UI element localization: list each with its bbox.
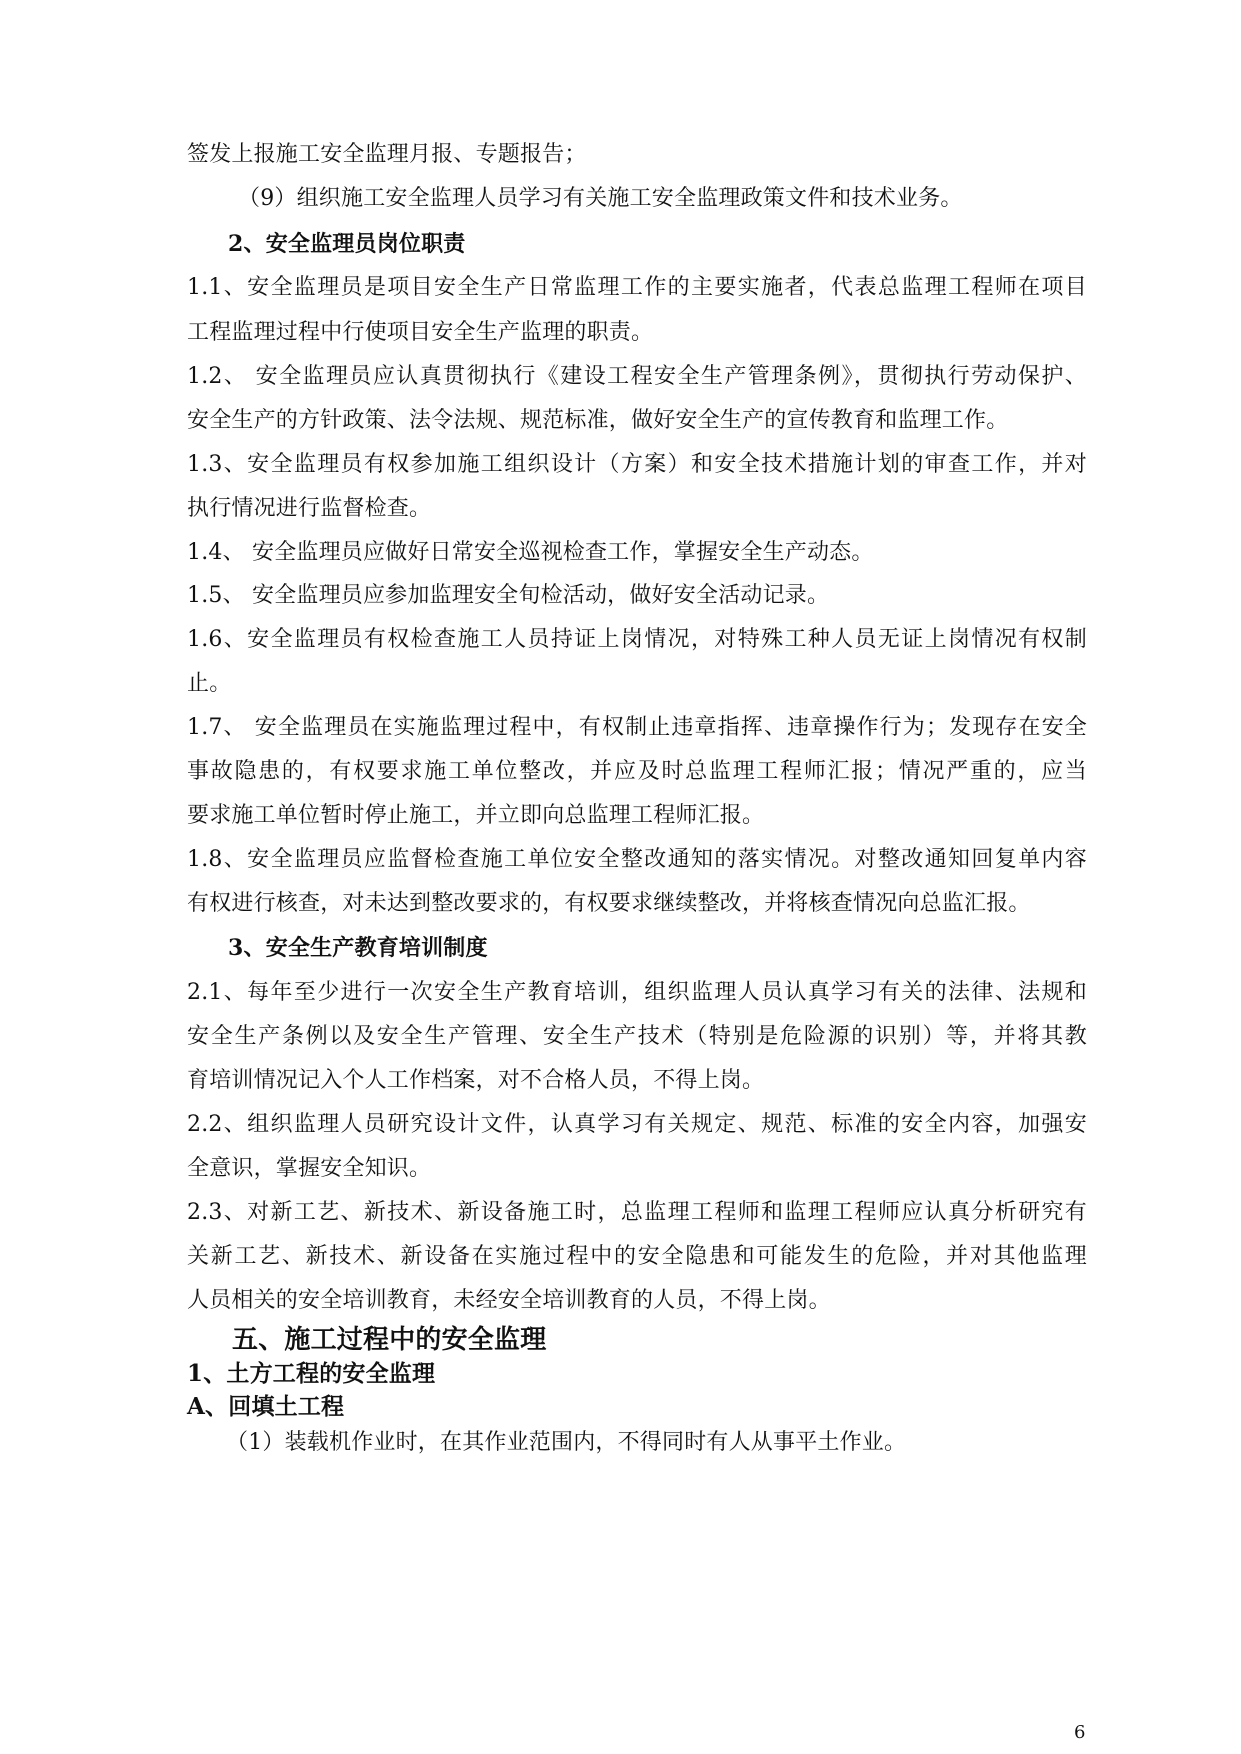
paragraph-line: 2.2、组织监理人员研究设计文件，认真学习有关规定、规范、标准的安全内容，加强安 — [187, 1112, 1087, 1137]
paragraph-line: 安全生产的方针政策、法令法规、规范标准，做好安全生产的宣传教育和监理工作。 — [187, 408, 1009, 433]
paragraph-line: 执行情况进行监督检查。 — [187, 496, 432, 521]
paragraph-line: 工程监理过程中行使项目安全生产监理的职责。 — [187, 320, 654, 345]
paragraph-line: 1.4、 安全监理员应做好日常安全巡视检查工作，掌握安全生产动态。 — [187, 540, 874, 565]
paragraph-line: 1.8、安全监理员应监督检查施工单位安全整改通知的落实情况。对整改通知回复单内容 — [187, 847, 1087, 872]
paragraph-line: （1）装载机作业时，在其作业范围内，不得同时有人从事平土作业。 — [226, 1430, 907, 1455]
section-heading: 1、土方工程的安全监理 — [187, 1360, 436, 1387]
paragraph-line: 安全生产条例以及安全生产管理、安全生产技术（特别是危险源的识别）等，并将其教 — [187, 1024, 1087, 1049]
paragraph-line: 1.2、 安全监理员应认真贯彻执行《建设工程安全生产管理条例》，贯彻执行劳动保护、 — [187, 364, 1087, 389]
chapter-heading: 五、施工过程中的安全监理 — [232, 1325, 547, 1355]
paragraph-line: 育培训情况记入个人工作档案，对不合格人员，不得上岗。 — [187, 1068, 765, 1093]
subsection-heading: A、回填土工程 — [187, 1393, 345, 1420]
paragraph-line: 2.1、每年至少进行一次安全生产教育培训，组织监理人员认真学习有关的法律、法规和 — [187, 980, 1087, 1005]
paragraph-line: 2.3、对新工艺、新技术、新设备施工时，总监理工程师和监理工程师应认真分析研究有 — [187, 1200, 1087, 1225]
paragraph-line: 1.6、安全监理员有权检查施工人员持证上岗情况，对特殊工种人员无证上岗情况有权制 — [187, 627, 1087, 652]
paragraph-line: （9）组织施工安全监理人员学习有关施工安全监理政策文件和技术业务。 — [238, 186, 963, 211]
paragraph-line: 签发上报施工安全监理月报、专题报告； — [187, 142, 587, 167]
paragraph-line: 事故隐患的，有权要求施工单位整改，并应及时总监理工程师汇报；情况严重的，应当 — [187, 759, 1087, 784]
paragraph-line: 1.5、 安全监理员应参加监理安全旬检活动，做好安全活动记录。 — [187, 583, 830, 608]
paragraph-line: 要求施工单位暂时停止施工，并立即向总监理工程师汇报。 — [187, 803, 765, 828]
paragraph-line: 止。 — [187, 671, 232, 696]
paragraph-line: 关新工艺、新技术、新设备在实施过程中的安全隐患和可能发生的危险，并对其他监理 — [187, 1244, 1087, 1269]
paragraph-line: 1.1、安全监理员是项目安全生产日常监理工作的主要实施者，代表总监理工程师在项目 — [187, 275, 1087, 300]
paragraph-line: 全意识，掌握安全知识。 — [187, 1156, 432, 1181]
paragraph-line: 1.7、 安全监理员在实施监理过程中，有权制止违章指挥、违章操作行为；发现存在安全 — [187, 715, 1087, 740]
section-heading: 2、安全监理员岗位职责 — [228, 231, 466, 257]
section-heading: 3、安全生产教育培训制度 — [228, 935, 488, 961]
paragraph-line: 人员相关的安全培训教育，未经安全培训教育的人员，不得上岗。 — [187, 1288, 831, 1313]
paragraph-line: 有权进行核查，对未达到整改要求的，有权要求继续整改，并将核查情况向总监汇报。 — [187, 891, 1031, 916]
paragraph-line: 1.3、安全监理员有权参加施工组织设计（方案）和安全技术措施计划的审查工作，并对 — [187, 452, 1087, 477]
page-number: 6 — [1074, 1722, 1086, 1743]
